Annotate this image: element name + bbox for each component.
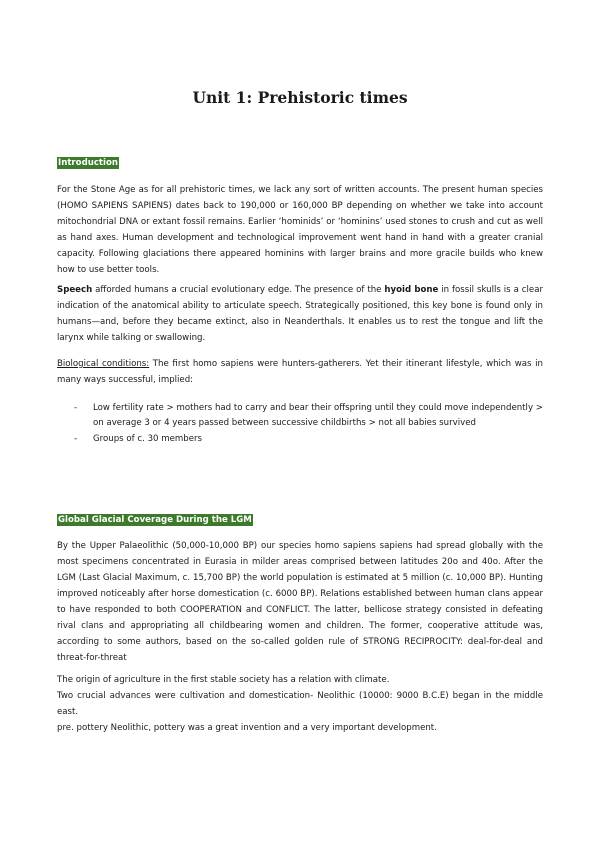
list-item [57, 432, 543, 447]
section-heading-glacial: Global Glacial Coverage During the LGM [58, 515, 252, 525]
speech-text-a: afforded humans a crucial evolutionary edge. The presence of the [92, 285, 385, 295]
hyoid-bone-term: hyoid bone [384, 285, 439, 295]
glacial-paragraph-1: By the Upper Palaeolithic (50,000-10,000 BP) our species homo sapiens sapiens had spread globally with the most specimens concentrated in Eurasia in milder areas comprised between latitudes 20o and 40o. After the LGM (Last Glacial Maximum, c. 15,700 BP) the world population is estimated at 5 million (c. 10,000 BP). Hunting improved noticeably after horse domestication (c. 6000 BP). Relations established between human clans appear to have responded to both COOPERATION and CONFLICT. The latter, bellicose strategy consisted in defeating rival clans and appropriating all childbearing women and children. The former, cooperative attitude was, according to some authors, based on the so-called golden rule of STRONG RECIPROCITY: deal-for-deal and threat-for-threat [57, 541, 543, 663]
list-item-text: Groups of c. 30 members [93, 434, 203, 444]
biological-conditions-list [57, 401, 543, 448]
glacial-line-3: pre. pottery Neolithic, pottery was a great invention and a very important development. [57, 723, 437, 733]
list-item [57, 401, 543, 431]
glacial-line-1: The origin of agriculture in the first stable society has a relation with climate. [57, 675, 390, 685]
page-title: Unit 1: Prehistoric times [192, 88, 408, 107]
intro-paragraph-speech [57, 282, 543, 346]
intro-paragraph-biological [57, 356, 543, 388]
glacial-line-2: Two crucial advances were cultivation and domestication- Neolithic (10000: 9000 B.C.E) began in the middle east. [57, 691, 543, 717]
glacial-paragraph-2 [57, 672, 543, 736]
speech-term: Speech [57, 285, 93, 295]
biological-conditions-label: Biological conditions: [57, 359, 150, 369]
biological-conditions-text: The first homo sapiens were hunters-gatherers. Yet their itinerant lifestyle, which was in many ways successful, implied: [57, 359, 543, 385]
section-heading-introduction: Introduction [58, 158, 119, 168]
bullet-marker: - [74, 434, 78, 444]
intro-paragraph-1: For the Stone Age as for all prehistoric times, we lack any sort of written accounts. The present human species (HOMO SAPIENS SAPIENS) dates back to 190,000 or 160,000 BP depending on whether we take into account mitochondrial DNA or extant fossil remains. Earlier ‘hominids’ or ‘hominins’ used stones to crush and cut as well as hand axes. Human development and technological improvement went hand in hand with a greater cranial capacity. Following glaciations there appeared hominins with larger brains and more gracile builds who knew how to use better tools. [57, 185, 543, 275]
bullet-marker: - [74, 403, 78, 413]
list-item-text: Low fertility rate > mothers had to carry and bear their offspring until they could move independently > on average 3 or 4 years passed between successive childbirths > not all babies survived [93, 403, 543, 428]
speech-text-b: in fossil skulls is a clear indication of the anatomical ability to articulate speech. Strategically positioned, this key bone is found only in humans—and, before they became extinct, also in Neanderthals. It enables us to rest the tongue and lift the larynx while talking or swallowing. [57, 285, 543, 343]
